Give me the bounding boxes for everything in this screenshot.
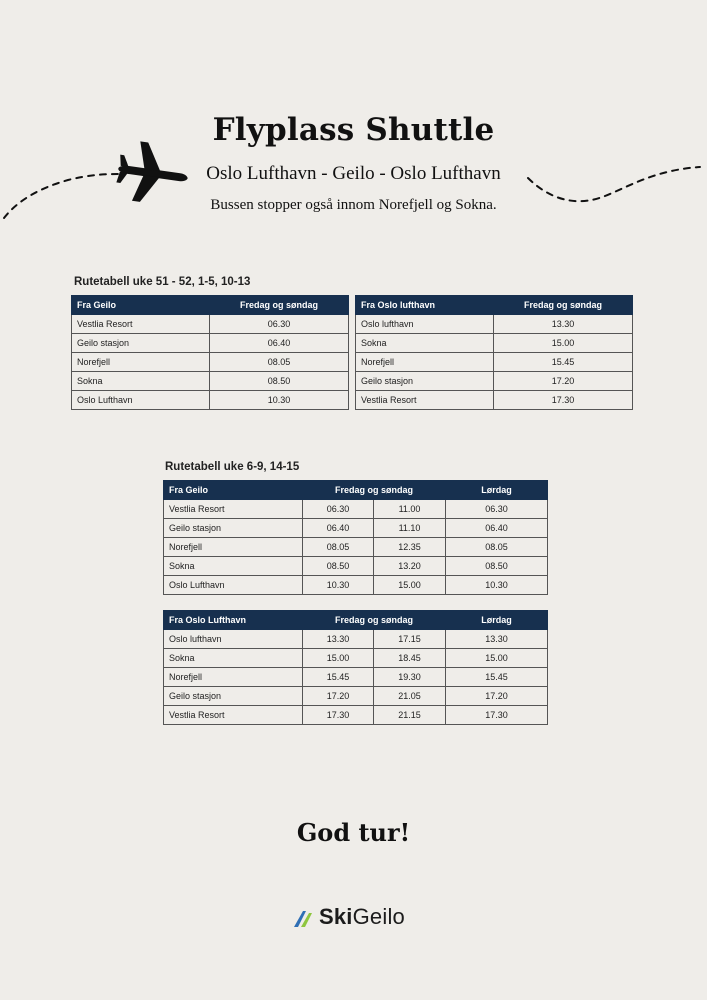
table-header-row (72, 296, 349, 315)
closing-greeting: God tur! (296, 818, 411, 847)
departure-time: 13.30 (494, 315, 633, 334)
departure-time: 11.10 (374, 519, 446, 538)
stop-name: Sokna (72, 372, 210, 391)
stop-name: Norefjell (164, 538, 303, 557)
schedule2-from-geilo-table (163, 480, 548, 595)
column-header-stop: Fra Oslo Lufthavn (164, 611, 303, 630)
route-subtitle: Oslo Lufthavn - Geilo - Oslo Lufthavn (206, 163, 501, 184)
table-header-row (164, 481, 548, 500)
table-row (356, 391, 633, 410)
departure-time: 15.00 (303, 649, 374, 668)
schedule1-caption: Rutetabell uke 51 - 52, 1-5, 10-13 (74, 276, 251, 288)
column-header-stop: Fra Geilo (164, 481, 303, 500)
departure-time: 18.45 (374, 649, 446, 668)
table-row (164, 706, 548, 725)
schedule1-from-geilo-table (71, 295, 349, 410)
column-header-fri-sun: Fredag og søndag (494, 296, 633, 315)
stop-name: Sokna (356, 334, 494, 353)
column-header-fri-sun: Fredag og søndag (303, 481, 446, 500)
stop-name: Vestlia Resort (72, 315, 210, 334)
logo-wordmark-bold: Ski (319, 904, 353, 929)
logo-wordmark (319, 904, 405, 930)
schedule2-from-oslo-table (163, 610, 548, 725)
table-row (164, 557, 548, 576)
stops-note: Bussen stopper også innom Norefjell og Sokna. (210, 197, 497, 213)
schedule1-from-oslo-table (355, 295, 633, 410)
table-row (356, 334, 633, 353)
stop-name: Geilo stasjon (164, 519, 303, 538)
stop-name: Vestlia Resort (356, 391, 494, 410)
column-header-saturday: Lørdag (446, 611, 548, 630)
departure-time: 08.50 (210, 372, 349, 391)
table-row (164, 668, 548, 687)
departure-time: 06.30 (446, 500, 548, 519)
departure-time: 08.05 (210, 353, 349, 372)
stop-name: Oslo Lufthavn (164, 576, 303, 595)
stop-name: Oslo Lufthavn (72, 391, 210, 410)
table-row (164, 519, 548, 538)
column-header-stop: Fra Geilo (72, 296, 210, 315)
departure-time: 15.45 (303, 668, 374, 687)
table-row (72, 353, 349, 372)
departure-time: 10.30 (446, 576, 548, 595)
departure-time: 10.30 (210, 391, 349, 410)
column-header-fri-sun: Fredag og søndag (303, 611, 446, 630)
departure-time: 08.50 (446, 557, 548, 576)
table-row (164, 630, 548, 649)
table-header-row (356, 296, 633, 315)
stop-name: Geilo stasjon (356, 372, 494, 391)
table-row (164, 576, 548, 595)
departure-time: 13.30 (446, 630, 548, 649)
departure-time: 08.50 (303, 557, 374, 576)
column-header-stop: Fra Oslo lufthavn (356, 296, 494, 315)
stop-name: Geilo stasjon (164, 687, 303, 706)
departure-time: 15.00 (446, 649, 548, 668)
departure-time: 06.40 (303, 519, 374, 538)
departure-time: 06.30 (303, 500, 374, 519)
departure-time: 17.20 (494, 372, 633, 391)
stop-name: Norefjell (164, 668, 303, 687)
departure-time: 17.20 (446, 687, 548, 706)
stop-name: Sokna (164, 557, 303, 576)
stop-name: Norefjell (356, 353, 494, 372)
table-row (356, 353, 633, 372)
departure-time: 21.05 (374, 687, 446, 706)
departure-time: 10.30 (303, 576, 374, 595)
departure-time: 17.30 (303, 706, 374, 725)
departure-time: 06.30 (210, 315, 349, 334)
stop-name: Oslo lufthavn (356, 315, 494, 334)
departure-time: 17.15 (374, 630, 446, 649)
stop-name: Norefjell (72, 353, 210, 372)
table-row (72, 391, 349, 410)
departure-time: 17.30 (446, 706, 548, 725)
column-header-saturday: Lørdag (446, 481, 548, 500)
table-row (356, 315, 633, 334)
table-row (72, 372, 349, 391)
table-row (72, 315, 349, 334)
table-row (164, 538, 548, 557)
departure-time: 06.40 (446, 519, 548, 538)
column-header-fri-sun: Fredag og søndag (210, 296, 349, 315)
page-title: Flyplass Shuttle (212, 112, 495, 148)
departure-time: 17.20 (303, 687, 374, 706)
table-row (164, 649, 548, 668)
departure-time: 13.20 (374, 557, 446, 576)
table-row (72, 334, 349, 353)
departure-time: 13.30 (303, 630, 374, 649)
table-row (164, 687, 548, 706)
departure-time: 17.30 (494, 391, 633, 410)
departure-time: 15.45 (446, 668, 548, 687)
schedule2-caption: Rutetabell uke 6-9, 14-15 (165, 461, 300, 473)
table-row (356, 372, 633, 391)
departure-time: 15.00 (494, 334, 633, 353)
departure-time: 21.15 (374, 706, 446, 725)
ski-slope-logo-icon (292, 906, 316, 928)
stop-name: Vestlia Resort (164, 706, 303, 725)
stop-name: Geilo stasjon (72, 334, 210, 353)
departure-time: 06.40 (210, 334, 349, 353)
departure-time: 12.35 (374, 538, 446, 557)
table-header-row (164, 611, 548, 630)
stop-name: Vestlia Resort (164, 500, 303, 519)
departure-time: 19.30 (374, 668, 446, 687)
stop-name: Oslo lufthavn (164, 630, 303, 649)
departure-time: 08.05 (446, 538, 548, 557)
departure-time: 15.45 (494, 353, 633, 372)
departure-time: 15.00 (374, 576, 446, 595)
table-row (164, 500, 548, 519)
departure-time: 11.00 (374, 500, 446, 519)
departure-time: 08.05 (303, 538, 374, 557)
stop-name: Sokna (164, 649, 303, 668)
logo-wordmark-regular: Geilo (352, 904, 405, 929)
skigeilo-logo (292, 902, 405, 932)
